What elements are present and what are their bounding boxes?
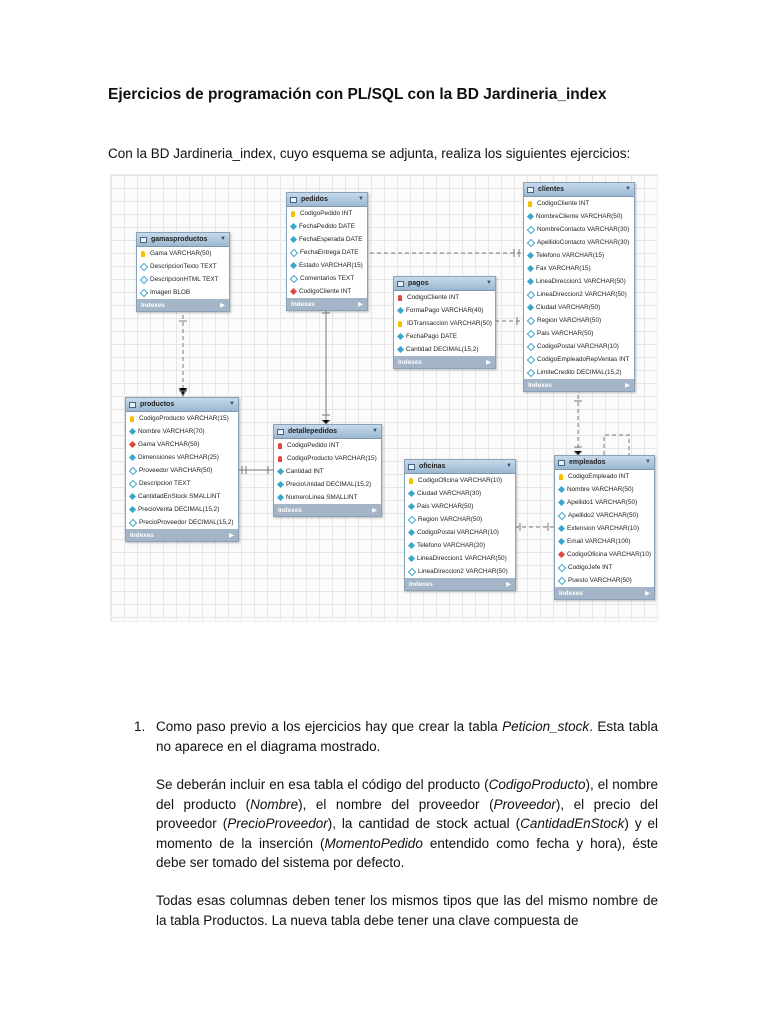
column-label: CodigoJefe INT	[568, 564, 613, 571]
column-row	[405, 513, 515, 526]
column-row	[524, 353, 634, 366]
nullable-column-icon	[140, 275, 148, 283]
nullable-column-icon	[129, 479, 137, 487]
column-row	[274, 465, 381, 478]
table-header[interactable]	[524, 183, 634, 197]
nullable-column-icon	[527, 316, 535, 324]
text-run: ) y el momento de la inserción (	[156, 816, 658, 851]
column-name-emphasis: MomentoPedido	[324, 835, 423, 851]
primary-key-icon	[141, 251, 145, 257]
column-label: FormaPago VARCHAR(40)	[406, 307, 484, 314]
not-null-column-icon	[408, 529, 415, 536]
nullable-column-icon	[527, 290, 535, 298]
column-label: PrecioProveedor DECIMAL(15,2)	[139, 519, 234, 526]
intro-text: Con la BD Jardineria_index, cuyo esquema se adjunta, realiza los siguientes ejercicios:	[108, 146, 631, 161]
table-icon	[129, 402, 136, 408]
not-null-column-icon	[408, 490, 415, 497]
not-null-column-icon	[129, 506, 136, 513]
column-label: NumeroLinea SMALLINT	[286, 494, 358, 501]
nullable-column-icon	[140, 288, 148, 296]
foreign-key-icon	[278, 456, 282, 462]
column-row	[524, 288, 634, 301]
indexes-section[interactable]	[405, 578, 515, 590]
not-null-column-icon	[397, 307, 404, 314]
column-row	[555, 470, 654, 483]
foreign-key-icon	[129, 441, 136, 448]
indexes-label: Indexes	[141, 301, 165, 309]
not-null-column-icon	[290, 262, 297, 269]
table-detallepedidos[interactable]	[273, 424, 382, 517]
column-row	[394, 343, 495, 356]
nullable-column-icon	[558, 511, 566, 519]
exercise-paragraph-1	[156, 717, 658, 756]
column-row	[555, 522, 654, 535]
column-label: Gama VARCHAR(50)	[138, 441, 200, 448]
column-row	[126, 412, 238, 425]
table-header[interactable]	[126, 398, 238, 412]
column-label: CodigoPostal VARCHAR(10)	[417, 529, 499, 536]
column-row	[274, 491, 381, 504]
column-row	[394, 304, 495, 317]
table-icon	[290, 197, 297, 203]
column-label: LineaDireccion1 VARCHAR(50)	[417, 555, 507, 562]
column-label: CodigoProducto VARCHAR(15)	[287, 455, 377, 462]
column-name-emphasis: Nombre	[250, 796, 299, 812]
chevron-down-icon[interactable]: ▼	[486, 280, 492, 286]
column-label: Nombre VARCHAR(50)	[567, 486, 634, 493]
indexes-label: Indexes	[409, 580, 433, 588]
column-label: CodigoPedido INT	[300, 210, 353, 217]
primary-key-icon	[398, 321, 402, 327]
column-row	[405, 552, 515, 565]
column-row	[137, 247, 229, 260]
table-header[interactable]	[137, 233, 229, 247]
not-null-column-icon	[277, 468, 284, 475]
column-row	[555, 535, 654, 548]
not-null-column-icon	[129, 493, 136, 500]
column-label: LineaDireccion2 VARCHAR(50)	[418, 568, 508, 575]
indexes-section[interactable]	[274, 504, 381, 516]
not-null-column-icon	[558, 525, 565, 532]
nullable-column-icon	[408, 515, 416, 523]
nullable-column-icon	[129, 518, 137, 526]
column-label: Fax VARCHAR(15)	[536, 265, 591, 272]
nullable-column-icon	[527, 355, 535, 363]
text-run: ), el precio del proveedor (	[156, 796, 658, 831]
column-label: Apellido1 VARCHAR(50)	[567, 499, 638, 506]
indexes-label: Indexes	[291, 300, 315, 308]
nullable-column-icon	[408, 567, 416, 575]
column-label: CodigoOficina VARCHAR(10)	[418, 477, 503, 484]
column-label: IDTransaccion VARCHAR(50)	[407, 320, 492, 327]
column-label: CodigoProducto VARCHAR(15)	[139, 415, 229, 422]
column-label: PrecioVenta DECIMAL(15,2)	[138, 506, 220, 513]
column-label: CodigoEmpleado INT	[568, 473, 630, 480]
column-label: Pais VARCHAR(50)	[537, 330, 594, 337]
nullable-column-icon	[140, 262, 148, 270]
not-null-column-icon	[527, 304, 534, 311]
column-label: CantidadEnStock SMALLINT	[138, 493, 221, 500]
column-label: CodigoEmpleadoRepVentas INT	[537, 356, 630, 363]
not-null-column-icon	[397, 346, 404, 353]
column-label: LineaDireccion2 VARCHAR(50)	[537, 291, 627, 298]
table-clientes[interactable]	[523, 182, 635, 392]
indexes-label: Indexes	[398, 358, 422, 366]
table-gamasproductos[interactable]	[136, 232, 230, 312]
not-null-column-icon	[290, 223, 297, 230]
table-icon	[397, 281, 404, 287]
column-row	[274, 478, 381, 491]
table-name: pedidos	[301, 196, 328, 203]
column-row	[126, 503, 238, 516]
not-null-column-icon	[129, 454, 136, 461]
column-label: Ciudad VARCHAR(50)	[536, 304, 601, 311]
column-row	[126, 477, 238, 490]
expand-arrow-icon[interactable]: ▶	[645, 589, 650, 597]
column-row	[405, 474, 515, 487]
table-icon	[408, 464, 415, 470]
column-label: CodigoOficina VARCHAR(10)	[567, 551, 652, 558]
nullable-column-icon	[558, 576, 566, 584]
indexes-label: Indexes	[528, 381, 552, 389]
table-icon	[527, 187, 534, 193]
table-name: empleados	[569, 459, 606, 466]
column-label: Email VARCHAR(100)	[567, 538, 631, 545]
chevron-down-icon[interactable]: ▼	[220, 236, 226, 242]
table-name: clientes	[538, 186, 565, 193]
column-label: LimiteCredito DECIMAL(15,2)	[537, 369, 622, 376]
column-row	[524, 327, 634, 340]
column-row	[126, 425, 238, 438]
primary-key-icon	[528, 201, 532, 207]
expand-arrow-icon[interactable]: ▶	[506, 580, 511, 588]
column-label: FechaPedido DATE	[299, 223, 356, 230]
chevron-down-icon[interactable]: ▼	[229, 401, 235, 407]
column-row	[524, 236, 634, 249]
column-label: Extension VARCHAR(10)	[567, 525, 639, 532]
not-null-column-icon	[527, 252, 534, 259]
column-row	[524, 210, 634, 223]
table-oficinas[interactable]	[404, 459, 516, 591]
text-run: entendido como fecha y hora), éste debe ser tomado del sistema por defecto.	[156, 835, 658, 870]
column-row	[287, 259, 367, 272]
expand-arrow-icon[interactable]: ▶	[372, 506, 377, 514]
nullable-column-icon	[527, 368, 535, 376]
column-label: CodigoCliente INT	[407, 294, 460, 301]
exercise-number: 1.	[134, 719, 146, 734]
not-null-column-icon	[277, 494, 284, 501]
table-icon	[558, 460, 565, 466]
column-label: Nombre VARCHAR(70)	[138, 428, 205, 435]
expand-arrow-icon[interactable]: ▶	[358, 300, 363, 308]
column-label: Gama VARCHAR(50)	[150, 250, 212, 257]
column-row	[394, 330, 495, 343]
column-name-emphasis: CantidadEnStock	[520, 816, 625, 831]
not-null-column-icon	[527, 278, 534, 285]
table-header[interactable]	[287, 193, 367, 207]
link-empleados-self	[604, 435, 629, 455]
column-row	[394, 317, 495, 330]
column-label: Puesto VARCHAR(50)	[568, 577, 632, 584]
column-label: CodigoPostal VARCHAR(10)	[537, 343, 619, 350]
column-label: DescripcionTexto TEXT	[150, 263, 217, 270]
nullable-column-icon	[527, 238, 535, 246]
table-empleados[interactable]	[554, 455, 655, 600]
column-row	[405, 500, 515, 513]
column-row	[555, 574, 654, 587]
column-label: Ciudad VARCHAR(30)	[417, 490, 482, 497]
expand-arrow-icon[interactable]: ▶	[220, 301, 225, 309]
chevron-down-icon[interactable]: ▼	[625, 186, 631, 192]
column-label: FechaEntrega DATE	[300, 249, 359, 256]
column-row	[126, 516, 238, 529]
table-icon	[277, 429, 284, 435]
column-row	[126, 438, 238, 451]
table-header[interactable]	[394, 277, 495, 291]
exercise-paragraph-3: Todas esas columnas deben tener los mismos tipos que las del mismo nombre de la tabla Productos. La nueva tabla debe tener una clave compuesta de	[156, 893, 658, 928]
nullable-column-icon	[527, 342, 535, 350]
indexes-section[interactable]	[137, 299, 229, 311]
foreign-key-icon	[278, 443, 282, 449]
indexes-section[interactable]	[394, 356, 495, 368]
primary-key-icon	[130, 416, 134, 422]
primary-key-icon	[291, 211, 295, 217]
column-label: DescripcionHTML TEXT	[150, 276, 219, 283]
document-title: Ejercicios de programación con PL/SQL con la BD Jardineria_index	[108, 86, 607, 103]
column-name-emphasis: Proveedor	[493, 796, 556, 812]
column-row	[524, 197, 634, 210]
column-label: LineaDireccion1 VARCHAR(50)	[536, 278, 626, 285]
column-row	[524, 301, 634, 314]
column-row	[555, 496, 654, 509]
table-header[interactable]	[555, 456, 654, 470]
table-icon	[140, 237, 147, 243]
column-row	[524, 223, 634, 236]
chevron-down-icon[interactable]: ▼	[358, 196, 364, 202]
column-label: Telefono VARCHAR(20)	[417, 542, 486, 549]
column-row	[287, 220, 367, 233]
not-null-column-icon	[290, 236, 297, 243]
column-label: PrecioUnidad DECIMAL(15,2)	[286, 481, 372, 488]
text-run: . Esta tabla no aparece en el diagrama mostrado.	[156, 719, 658, 754]
foreign-key-icon	[290, 288, 297, 295]
column-label: CodigoCliente INT	[537, 200, 590, 207]
column-row	[287, 246, 367, 259]
nullable-column-icon	[129, 466, 137, 474]
primary-key-icon	[559, 474, 563, 480]
column-label: CodigoCliente INT	[299, 288, 352, 295]
text-run: Como paso previo a los ejercicios hay que crear la tabla	[156, 719, 503, 734]
column-label: Proveedor VARCHAR(50)	[139, 467, 213, 474]
nullable-column-icon	[290, 274, 298, 282]
column-label: Region VARCHAR(50)	[537, 317, 602, 324]
column-row	[555, 483, 654, 496]
column-row	[405, 539, 515, 552]
indexes-label: Indexes	[130, 531, 154, 539]
column-name-emphasis: CodigoProducto	[488, 777, 586, 792]
expand-arrow-icon[interactable]: ▶	[486, 358, 491, 366]
text-run: ), el nombre del proveedor (	[298, 796, 494, 812]
column-label: Pais VARCHAR(50)	[417, 503, 474, 510]
column-row	[287, 285, 367, 298]
table-name: detallepedidos	[288, 428, 338, 435]
column-row	[555, 509, 654, 522]
column-label: Telefono VARCHAR(15)	[536, 252, 605, 259]
table-name: pagos	[408, 280, 429, 287]
column-row	[394, 291, 495, 304]
column-row	[524, 314, 634, 327]
primary-key-icon	[409, 478, 413, 484]
column-row	[555, 548, 654, 561]
column-row	[137, 286, 229, 299]
column-row	[405, 526, 515, 539]
column-label: NombreContacto VARCHAR(30)	[537, 226, 630, 233]
column-row	[524, 262, 634, 275]
column-row	[287, 233, 367, 246]
indexes-label: Indexes	[278, 506, 302, 514]
column-row	[126, 490, 238, 503]
column-label: Comentarios TEXT	[300, 275, 355, 282]
column-label: CodigoPedido INT	[287, 442, 340, 449]
foreign-key-icon	[398, 295, 402, 301]
column-row	[524, 340, 634, 353]
table-header[interactable]	[405, 460, 515, 474]
column-label: Apellido2 VARCHAR(50)	[568, 512, 639, 519]
column-row	[405, 565, 515, 578]
er-diagram	[110, 174, 658, 622]
indexes-section[interactable]	[524, 379, 634, 391]
nullable-column-icon	[527, 225, 535, 233]
column-row	[405, 487, 515, 500]
table-name: gamasproductos	[151, 236, 208, 243]
column-label: Descripcion TEXT	[139, 480, 191, 487]
column-row	[287, 207, 367, 220]
table-name: productos	[140, 401, 175, 408]
not-null-column-icon	[527, 213, 534, 220]
column-row	[287, 272, 367, 285]
column-label: Cantidad INT	[286, 468, 324, 475]
column-label: Region VARCHAR(50)	[418, 516, 483, 523]
column-label: Cantidad DECIMAL(15,2)	[406, 346, 479, 353]
not-null-column-icon	[527, 265, 534, 272]
column-label: FechaPago DATE	[406, 333, 458, 340]
nullable-column-icon	[558, 563, 566, 571]
not-null-column-icon	[558, 538, 565, 545]
column-label: ApellidoContacto VARCHAR(30)	[537, 239, 630, 246]
table-header[interactable]	[274, 425, 381, 439]
not-null-column-icon	[408, 503, 415, 510]
not-null-column-icon	[558, 486, 565, 493]
table-productos[interactable]	[125, 397, 239, 542]
column-name-emphasis: PrecioProveedor	[227, 816, 328, 831]
column-row	[555, 561, 654, 574]
not-null-column-icon	[558, 499, 565, 506]
indexes-section[interactable]	[555, 587, 654, 599]
chevron-down-icon[interactable]: ▼	[645, 459, 651, 465]
table-pedidos[interactable]	[286, 192, 368, 311]
not-null-column-icon	[408, 555, 415, 562]
column-label: Dimensiones VARCHAR(25)	[138, 454, 219, 461]
text-run: ), el nombre del producto (	[156, 777, 658, 812]
expand-arrow-icon[interactable]: ▶	[625, 381, 630, 389]
column-row	[126, 451, 238, 464]
column-row	[524, 249, 634, 262]
column-row	[524, 275, 634, 288]
foreign-key-icon	[558, 551, 565, 558]
indexes-section[interactable]	[287, 298, 367, 310]
text-run: ), la cantidad de stock actual (	[327, 816, 521, 831]
indexes-section[interactable]	[126, 529, 238, 541]
nullable-column-icon	[527, 329, 535, 337]
chevron-down-icon[interactable]: ▼	[372, 428, 378, 434]
exercise-paragraph-2	[156, 775, 658, 873]
table-name: oficinas	[419, 463, 446, 470]
column-row	[126, 464, 238, 477]
not-null-column-icon	[408, 542, 415, 549]
not-null-column-icon	[397, 333, 404, 340]
column-label: Imagen BLOB	[150, 289, 191, 296]
nullable-column-icon	[290, 248, 298, 256]
not-null-column-icon	[277, 481, 284, 488]
column-row	[274, 452, 381, 465]
not-null-column-icon	[129, 428, 136, 435]
table-pagos[interactable]	[393, 276, 496, 369]
column-label: NombreCliente VARCHAR(50)	[536, 213, 623, 220]
text-run: Se deberán incluir en esa tabla el código del producto (	[156, 777, 489, 792]
indexes-label: Indexes	[559, 589, 583, 597]
column-label: Estado VARCHAR(15)	[299, 262, 363, 269]
column-row	[524, 366, 634, 379]
column-row	[274, 439, 381, 452]
column-row	[137, 273, 229, 286]
expand-arrow-icon[interactable]: ▶	[229, 531, 234, 539]
column-label: FechaEsperada DATE	[299, 236, 363, 243]
table-name-emphasis: Peticion_stock	[502, 719, 590, 734]
chevron-down-icon[interactable]: ▼	[506, 463, 512, 469]
column-row	[137, 260, 229, 273]
